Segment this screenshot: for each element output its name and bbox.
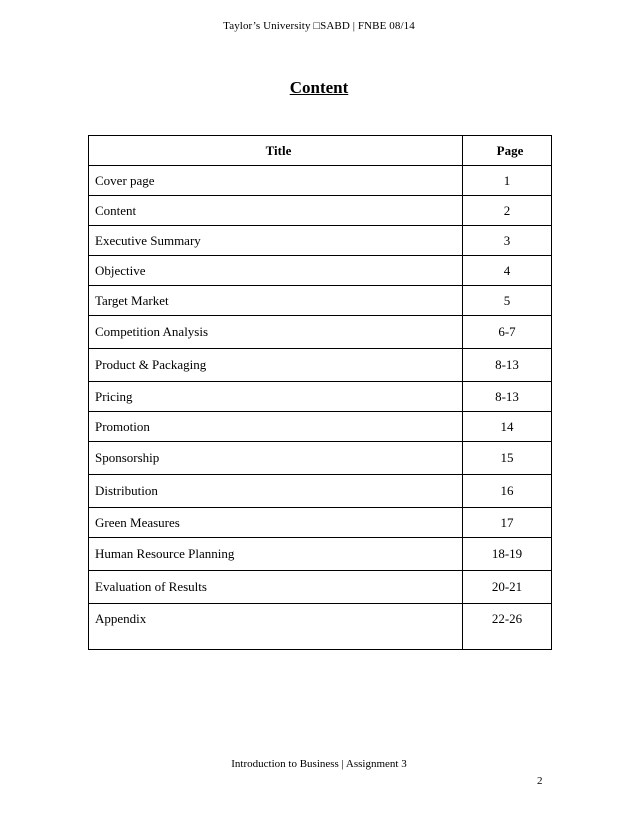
row-title: Distribution	[89, 475, 463, 508]
row-page: 20-21	[463, 571, 552, 604]
row-title: Human Resource Planning	[89, 538, 463, 571]
row-title: Executive Summary	[89, 226, 463, 256]
row-title: Objective	[89, 256, 463, 286]
row-page: 2	[463, 196, 552, 226]
row-page: 18-19	[463, 538, 552, 571]
table-header-row	[89, 136, 552, 166]
row-page: 8-13	[463, 382, 552, 412]
page-title: Content	[289, 78, 349, 97]
row-page: 3	[463, 226, 552, 256]
table-row	[89, 226, 552, 256]
row-page: 14	[463, 412, 552, 442]
table-row	[89, 349, 552, 382]
row-title: Content	[89, 196, 463, 226]
table-row	[89, 256, 552, 286]
row-title: Target Market	[89, 286, 463, 316]
row-title: Green Measures	[89, 508, 463, 538]
row-page: 16	[463, 475, 552, 508]
page-number: 2	[537, 775, 543, 787]
row-title: Cover page	[89, 166, 463, 196]
row-page: 8-13	[463, 349, 552, 382]
table-row	[89, 166, 552, 196]
table-row	[89, 475, 552, 508]
row-page: 6-7	[463, 316, 552, 349]
table-row	[89, 508, 552, 538]
table-row	[89, 196, 552, 226]
row-title: Appendix	[89, 604, 463, 650]
column-header-title: Title	[89, 136, 463, 166]
row-title: Promotion	[89, 412, 463, 442]
table-row	[89, 571, 552, 604]
table-row	[89, 604, 552, 650]
row-title: Sponsorship	[89, 442, 463, 475]
table-row	[89, 538, 552, 571]
row-title: Product & Packaging	[89, 349, 463, 382]
row-page: 15	[463, 442, 552, 475]
column-header-page: Page	[463, 136, 552, 166]
row-page: 5	[463, 286, 552, 316]
table-row	[89, 382, 552, 412]
page-header: Taylor’s University □SABD | FNBE 08/14	[223, 20, 415, 32]
table-row	[89, 412, 552, 442]
row-page: 1	[463, 166, 552, 196]
contents-table	[88, 135, 552, 650]
table-row	[89, 316, 552, 349]
row-title: Pricing	[89, 382, 463, 412]
row-page: 4	[463, 256, 552, 286]
table-row	[89, 286, 552, 316]
row-title: Competition Analysis	[89, 316, 463, 349]
table-row	[89, 442, 552, 475]
row-page: 22-26	[463, 604, 552, 650]
row-page: 17	[463, 508, 552, 538]
page-footer: Introduction to Business | Assignment 3	[231, 758, 407, 770]
row-title: Evaluation of Results	[89, 571, 463, 604]
